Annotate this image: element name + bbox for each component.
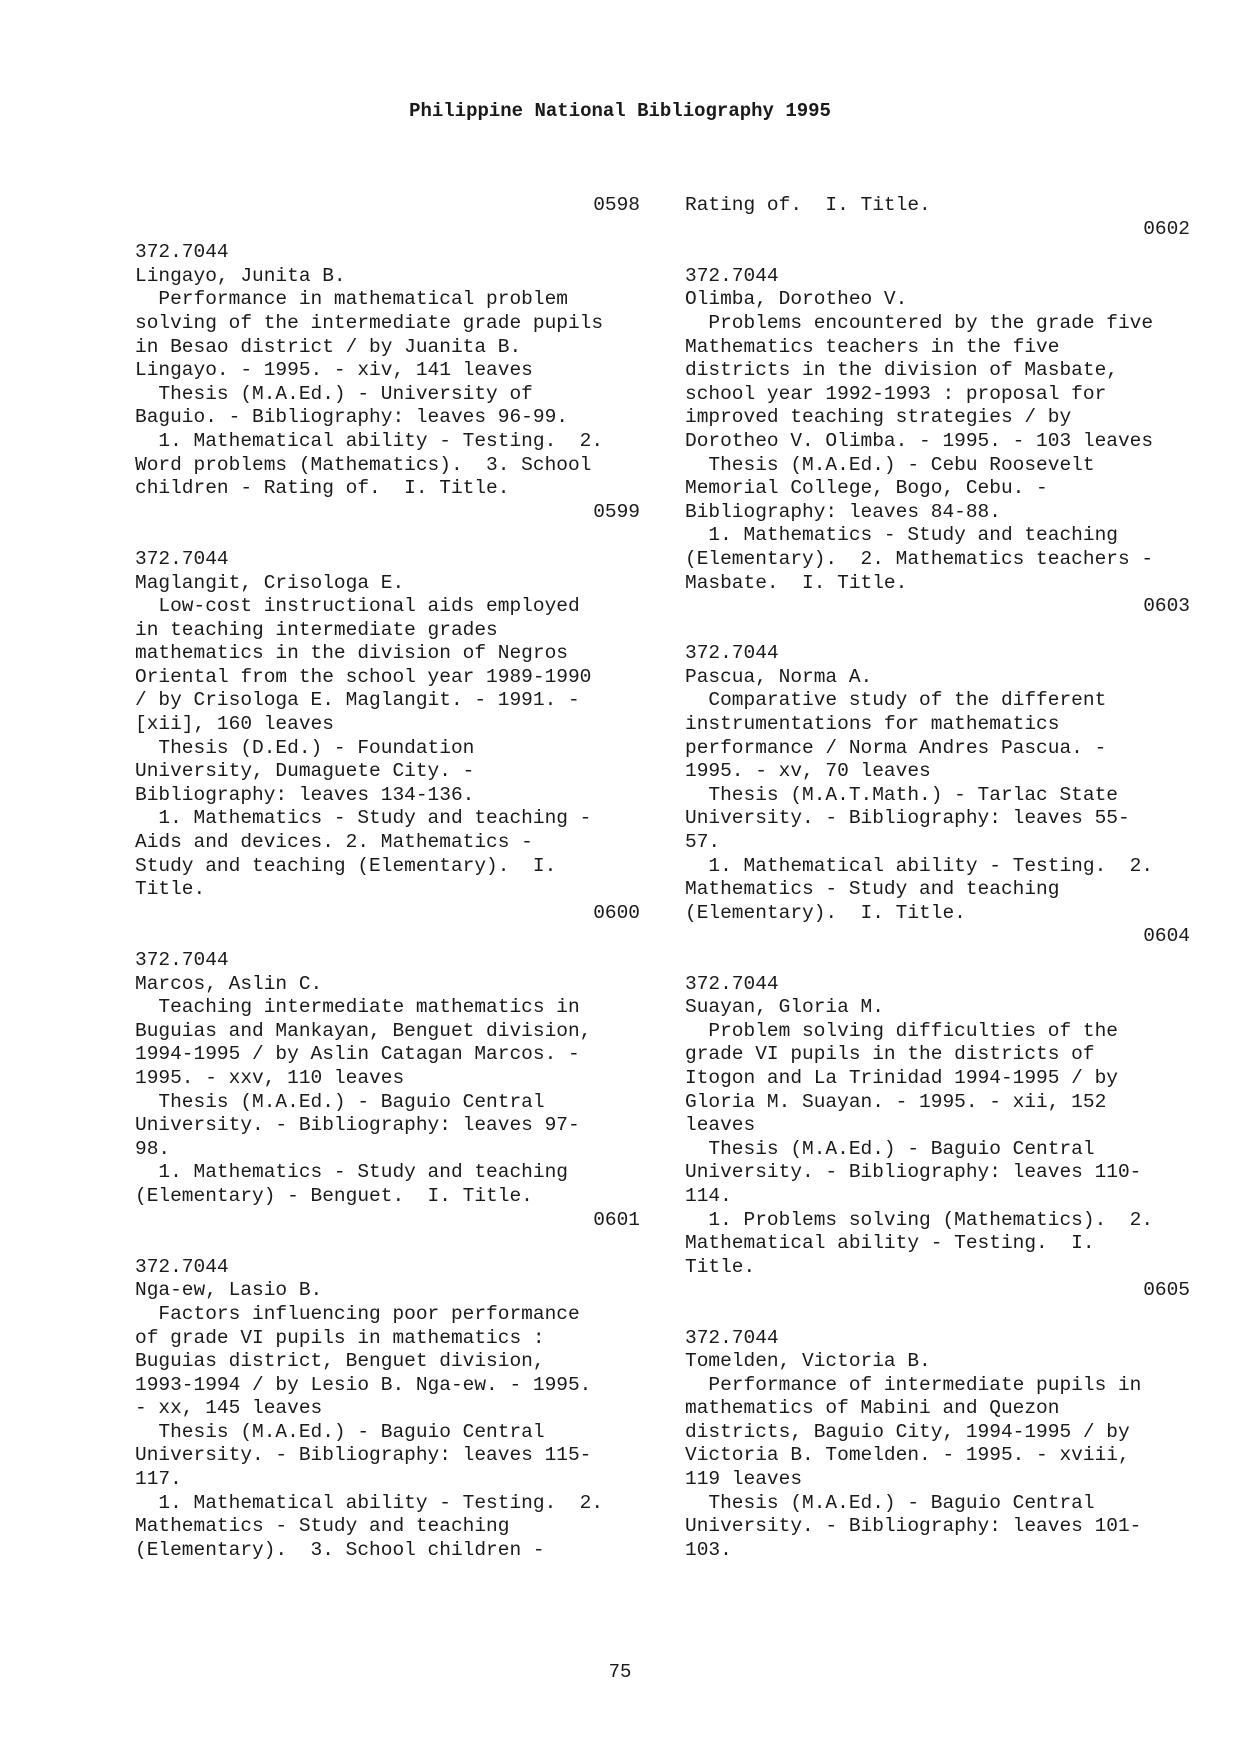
entry-line: Title.	[135, 878, 206, 901]
entry-line: Rating of. I. Title.	[685, 194, 931, 216]
entry-line: Word problems (Mathematics). 3. School	[135, 453, 592, 476]
call-number: 372.7044	[135, 547, 229, 570]
entry-line: Memorial College, Bogo, Cebu. -	[685, 477, 1048, 500]
entry-line: Masbate. I. Title.	[685, 571, 908, 594]
page-number: 75	[608, 1661, 632, 1683]
entry-line: 1. Mathematical ability - Testing. 2.	[685, 854, 1154, 877]
call-number: 372.7044	[135, 1255, 229, 1278]
record-number: 0598	[593, 194, 640, 216]
entry-line: 1. Mathematical ability - Testing. 2.	[135, 1491, 604, 1514]
entry-line: Buguias and Mankayan, Benguet division,	[135, 1019, 592, 1042]
entry-line: Mathematics teachers in the five	[685, 335, 1060, 358]
entry-line: Performance in mathematical problem	[135, 288, 568, 311]
entry-line: 1. Problems solving (Mathematics). 2.	[685, 1208, 1154, 1231]
entry-line: University. - Bibliography: leaves 101-	[685, 1515, 1142, 1538]
blank-line	[135, 925, 640, 949]
entry-line: Itogon and La Trinidad 1994-1995 / by	[685, 1066, 1118, 1089]
entry-line: Thesis (D.Ed.) - Foundation	[135, 736, 475, 759]
entry-line: 1994-1995 / by Aslin Catagan Marcos. -	[135, 1043, 580, 1066]
blank-line	[135, 218, 640, 242]
entry-line: in teaching intermediate grades	[135, 618, 498, 641]
entry-line: districts in the division of Masbate,	[685, 359, 1118, 382]
entry-line: Problem solving difficulties of the	[685, 1019, 1118, 1042]
entry-line: 1995. - xxv, 110 leaves	[135, 1066, 405, 1089]
entry-line: Thesis (M.A.Ed.) - University of	[135, 382, 533, 405]
blank-line	[135, 524, 640, 548]
entry-line: Maglangit, Crisologa E.	[135, 571, 405, 594]
record-number: 0605	[1143, 1279, 1190, 1302]
entry-line: University. - Bibliography: leaves 55-	[685, 807, 1130, 830]
entry-line: 117.	[135, 1468, 182, 1491]
left-column	[135, 194, 640, 1562]
entry-line: 1. Mathematics - Study and teaching -	[135, 807, 592, 830]
entry-line: 114.	[685, 1184, 732, 1207]
entry-line: Thesis (M.A.Ed.) - Baguio Central	[135, 1420, 545, 1443]
call-number: 372.7044	[135, 241, 229, 264]
call-number: 372.7044	[685, 1326, 779, 1349]
entry-line: (Elementary). 2. Mathematics teachers -	[685, 547, 1154, 570]
entry-line: grade VI pupils in the districts of	[685, 1043, 1095, 1066]
entry-line: (Elementary). 3. School children -	[135, 1538, 545, 1561]
entry-line: Pascua, Norma A.	[685, 665, 873, 688]
blank-line	[685, 949, 1190, 973]
entry-line: Mathematics - Study and teaching	[685, 878, 1060, 901]
entry-line: in Besao district / by Juanita B.	[135, 335, 522, 358]
entry-line: of grade VI pupils in mathematics :	[135, 1326, 545, 1349]
entry-line: Suayan, Gloria M.	[685, 996, 884, 1019]
record-number: 0601	[593, 1208, 640, 1231]
record-number: 0603	[1143, 595, 1190, 618]
entry-line: districts, Baguio City, 1994-1995 / by	[685, 1420, 1130, 1443]
entry-line: 1993-1994 / by Lesio B. Nga-ew. - 1995.	[135, 1373, 592, 1396]
entry-line: (Elementary). I. Title.	[685, 901, 966, 924]
entry-line: 119 leaves	[685, 1468, 803, 1491]
entry-line: children - Rating of. I. Title.	[135, 477, 510, 500]
entry-line: Thesis (M.A.Ed.) - Baguio Central	[135, 1090, 545, 1113]
entry-line: Performance of intermediate pupils in	[685, 1373, 1142, 1396]
entry-line: University. - Bibliography: leaves 97-	[135, 1114, 580, 1137]
entry-line: Factors influencing poor performance	[135, 1302, 580, 1325]
entry-line: Comparative study of the different	[685, 689, 1107, 712]
entry-line: Aids and devices. 2. Mathematics -	[135, 831, 533, 854]
entry-line: Buguias district, Benguet division,	[135, 1350, 545, 1373]
entry-line: performance / Norma Andres Pascua. -	[685, 736, 1107, 759]
entry-line: 1995. - xv, 70 leaves	[685, 760, 931, 783]
entry-line: Gloria M. Suayan. - 1995. - xii, 152	[685, 1090, 1107, 1113]
entry-line: University. - Bibliography: leaves 110-	[685, 1161, 1142, 1184]
entry-line: leaves	[685, 1114, 756, 1137]
entry-line: 1. Mathematical ability - Testing. 2.	[135, 429, 604, 452]
entry-line: Study and teaching (Elementary). I.	[135, 854, 557, 877]
entry-line: Title.	[685, 1255, 756, 1278]
entry-line: Thesis (M.A.Ed.) - Cebu Roosevelt	[685, 453, 1095, 476]
entry-line: Bibliography: leaves 84-88.	[685, 500, 1001, 523]
entry-line: Mathematical ability - Testing. I.	[685, 1232, 1095, 1255]
entry-line: Thesis (M.A.Ed.) - Baguio Central	[685, 1491, 1095, 1514]
entry-line: solving of the intermediate grade pupils	[135, 311, 604, 334]
call-number: 372.7044	[135, 949, 229, 971]
entry-line: improved teaching strategies / by	[685, 406, 1072, 429]
entry-line: Lingayo. - 1995. - xiv, 141 leaves	[135, 359, 533, 382]
entry-line: Lingayo, Junita B.	[135, 264, 346, 287]
call-number: 372.7044	[685, 972, 779, 995]
right-column	[685, 194, 1190, 1562]
record-number: 0599	[593, 500, 640, 523]
entry-line: Problems encountered by the grade five	[685, 311, 1154, 334]
entry-line: Marcos, Aslin C.	[135, 972, 323, 995]
entry-line: Nga-ew, Lasio B.	[135, 1279, 323, 1302]
blank-line	[685, 241, 1190, 265]
entry-line: Mathematics - Study and teaching	[135, 1515, 510, 1538]
blank-line	[135, 1232, 640, 1256]
entry-line: Baguio. - Bibliography: leaves 96-99.	[135, 406, 568, 429]
page-title: Philippine National Bibliography 1995	[409, 100, 831, 122]
entry-line: Tomelden, Victoria B.	[685, 1350, 931, 1373]
entry-line: 1. Mathematics - Study and teaching	[135, 1161, 568, 1184]
entry-line: Victoria B. Tomelden. - 1995. - xviii,	[685, 1444, 1130, 1467]
call-number: 372.7044	[685, 642, 779, 665]
entry-line: instrumentations for mathematics	[685, 713, 1060, 736]
entry-line: 103.	[685, 1538, 732, 1561]
entry-line: Oriental from the school year 1989-1990	[135, 665, 592, 688]
blank-line	[685, 619, 1190, 643]
entry-line: University. - Bibliography: leaves 115-	[135, 1444, 592, 1467]
entry-line: mathematics in the division of Negros	[135, 642, 568, 665]
entry-line: University, Dumaguete City. -	[135, 760, 475, 783]
entry-line: Low-cost instructional aids employed	[135, 595, 580, 618]
entry-line: (Elementary) - Benguet. I. Title.	[135, 1184, 533, 1207]
record-number: 0600	[593, 901, 640, 924]
entry-line: / by Crisologa E. Maglangit. - 1991. -	[135, 689, 580, 712]
entry-line: 1. Mathematics - Study and teaching	[685, 524, 1118, 547]
entry-line: Thesis (M.A.Ed.) - Baguio Central	[685, 1137, 1095, 1160]
entry-line: 98.	[135, 1137, 171, 1160]
entry-line: Teaching intermediate mathematics in	[135, 996, 580, 1019]
record-number: 0602	[1143, 217, 1190, 240]
entry-line: Thesis (M.A.T.Math.) - Tarlac State	[685, 783, 1118, 806]
entry-line: Bibliography: leaves 134-136.	[135, 783, 475, 806]
record-number: 0604	[1143, 925, 1190, 948]
entry-line: mathematics of Mabini and Quezon	[685, 1397, 1060, 1420]
entry-line: [xii], 160 leaves	[135, 713, 334, 736]
blank-line	[685, 1303, 1190, 1327]
call-number: 372.7044	[685, 264, 779, 287]
entry-line: - xx, 145 leaves	[135, 1397, 323, 1420]
entry-line: Dorotheo V. Olimba. - 1995. - 103 leaves	[685, 429, 1154, 452]
entry-line: Olimba, Dorotheo V.	[685, 288, 908, 311]
entry-line: 57.	[685, 831, 721, 854]
entry-line: school year 1992-1993 : proposal for	[685, 382, 1107, 405]
